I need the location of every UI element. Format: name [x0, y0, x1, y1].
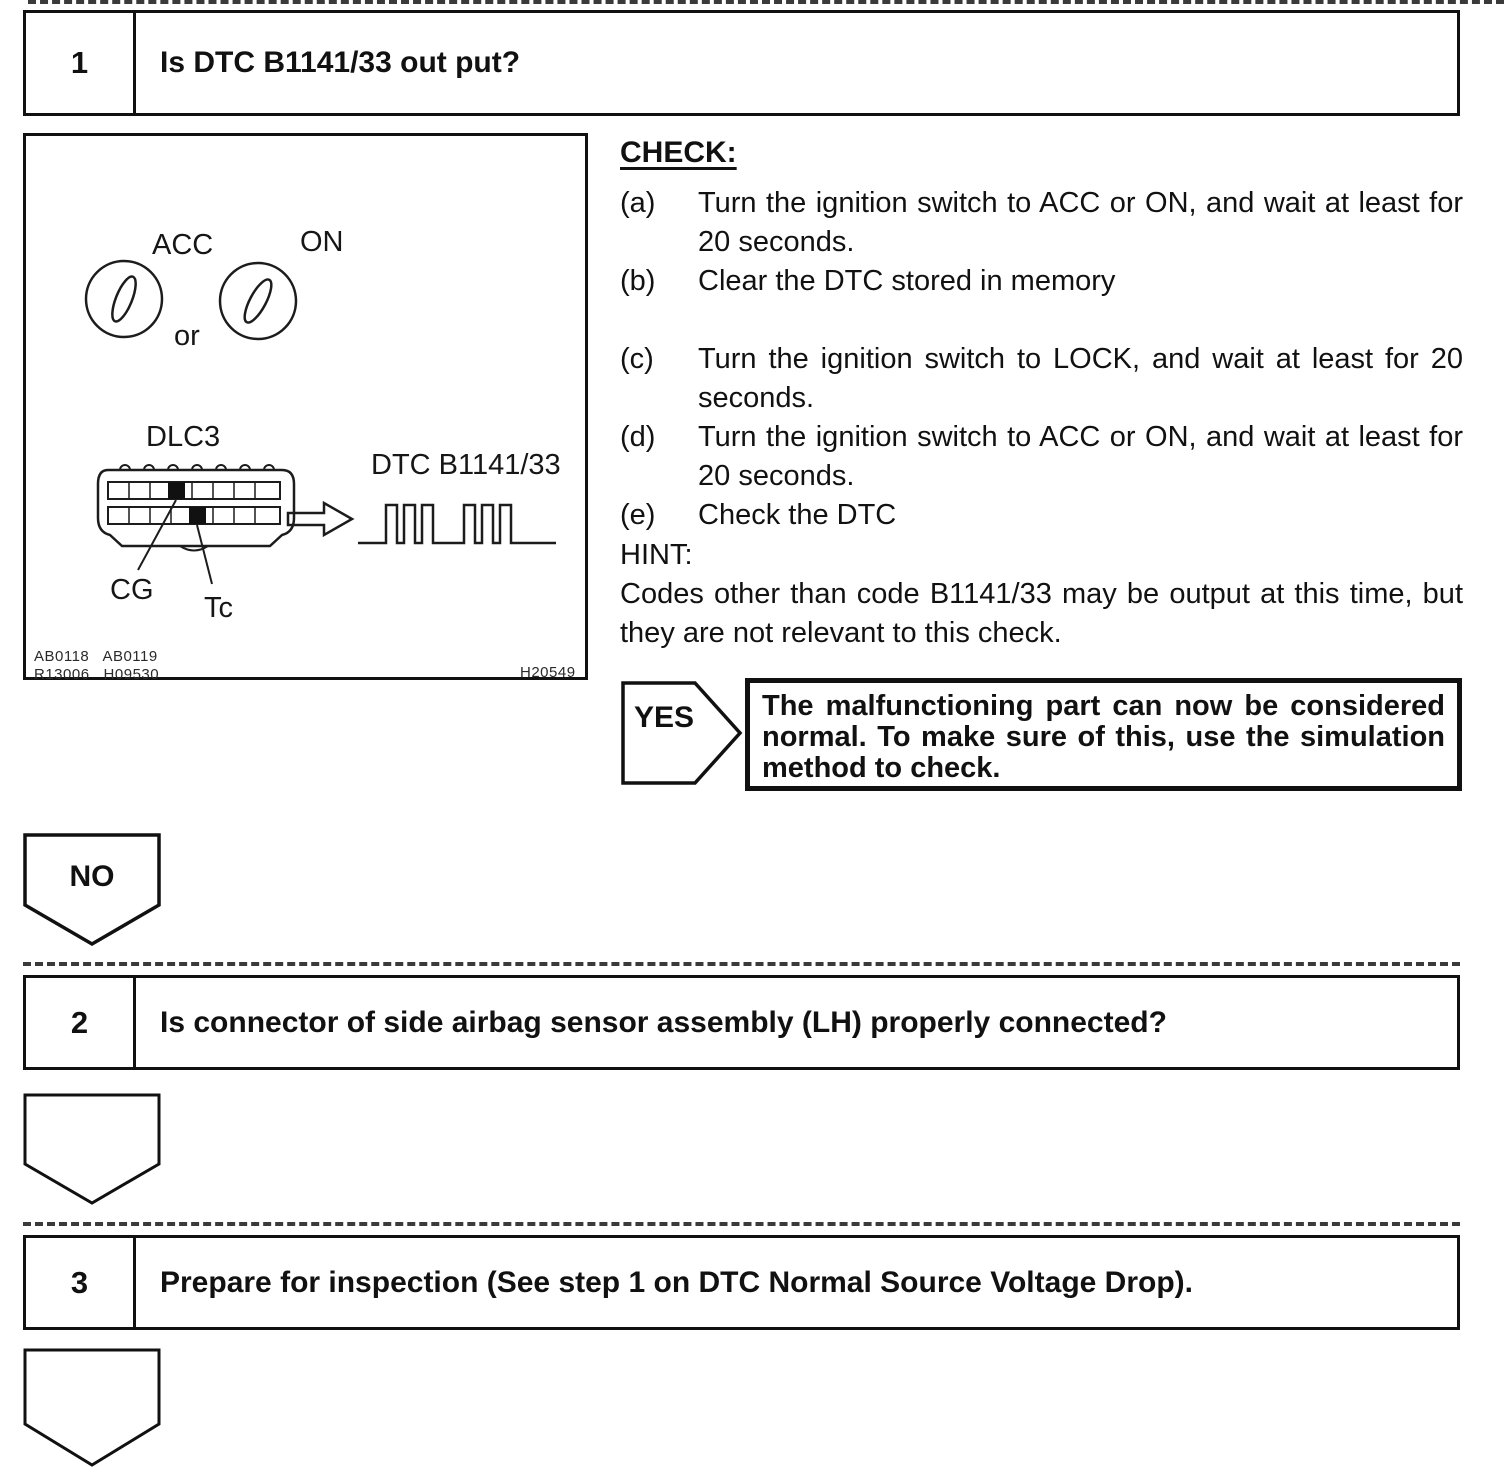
dtc-waveform-icon — [356, 499, 561, 549]
dtc-waveform-label: DTC B1141/33 — [371, 449, 561, 481]
check-item-letter: (b) — [620, 265, 656, 297]
check-item-c — [620, 340, 1463, 418]
no-branch — [23, 833, 161, 947]
yes-result-box: The malfunctioning part can now be considered normal. To make sure of this, use the simulation method to check. — [745, 678, 1462, 791]
step-3-question: Prepare for inspection (See step 1 on DTC Normal Source Voltage Drop). — [160, 1265, 1193, 1299]
yes-branch — [621, 681, 743, 785]
check-item-letter: (a) — [620, 187, 656, 219]
dlc3-label: DLC3 — [146, 421, 221, 453]
on-label: ON — [300, 226, 344, 258]
step-3-number: 3 — [26, 1238, 136, 1327]
step-3-box — [23, 1235, 1460, 1330]
step-1-box — [23, 10, 1460, 116]
check-item-text: Turn the ignition switch to ACC or ON, and wait at least for 20 seconds. — [698, 421, 1463, 492]
check-title: CHECK: — [620, 136, 737, 169]
check-item-letter: (e) — [620, 499, 656, 531]
check-item-text: Turn the ignition switch to LOCK, and wait at least for 20 seconds. — [698, 343, 1463, 414]
check-item-a — [620, 184, 1463, 262]
check-section — [620, 136, 1463, 653]
check-item-letter: (c) — [620, 343, 654, 375]
acc-label: ACC — [152, 229, 214, 261]
check-item-text: Clear the DTC stored in memory — [698, 265, 1116, 297]
down-arrow-icon — [23, 1348, 161, 1468]
flow-connector-1 — [23, 1093, 161, 1206]
yes-label: YES — [634, 701, 695, 734]
hint-title: HINT: — [620, 539, 693, 571]
figure-ref-codes-line2: R13006 H09530 — [34, 666, 160, 683]
arrow-right-icon — [284, 499, 356, 539]
dashed-separator-top — [28, 0, 1504, 4]
step-1-question: Is DTC B1141/33 out put? — [160, 46, 521, 79]
step-2-number: 2 — [26, 978, 136, 1067]
flow-connector-2 — [23, 1348, 161, 1468]
figure-ref-code-right: H20549 — [520, 664, 576, 681]
step-2-question: Is connector of side airbag sensor assembly (LH) properly connected? — [160, 1005, 1167, 1039]
figure-box — [23, 133, 588, 683]
dashed-separator-2 — [23, 962, 1460, 966]
or-label: or — [174, 320, 200, 352]
check-item-letter: (d) — [620, 421, 656, 453]
check-item-d — [620, 418, 1463, 496]
check-item-b — [620, 262, 1463, 301]
figure-ref-codes-line1: AB0118 AB0119 — [34, 648, 158, 665]
check-item-text: Check the DTC — [698, 499, 897, 531]
no-label: NO — [69, 860, 115, 893]
step-2-box — [23, 975, 1460, 1070]
cg-label: CG — [110, 574, 154, 606]
check-item-text: Turn the ignition switch to ACC or ON, and wait at least for 20 seconds. — [698, 187, 1463, 258]
down-arrow-icon — [23, 1093, 161, 1206]
tc-label: Tc — [204, 592, 233, 624]
check-item-e — [620, 496, 1463, 535]
hint-text: Codes other than code B1141/33 may be output at this time, but they are not relevant to this check. — [620, 578, 1463, 649]
dashed-separator-3 — [23, 1222, 1460, 1226]
step-1-number: 1 — [26, 13, 136, 113]
